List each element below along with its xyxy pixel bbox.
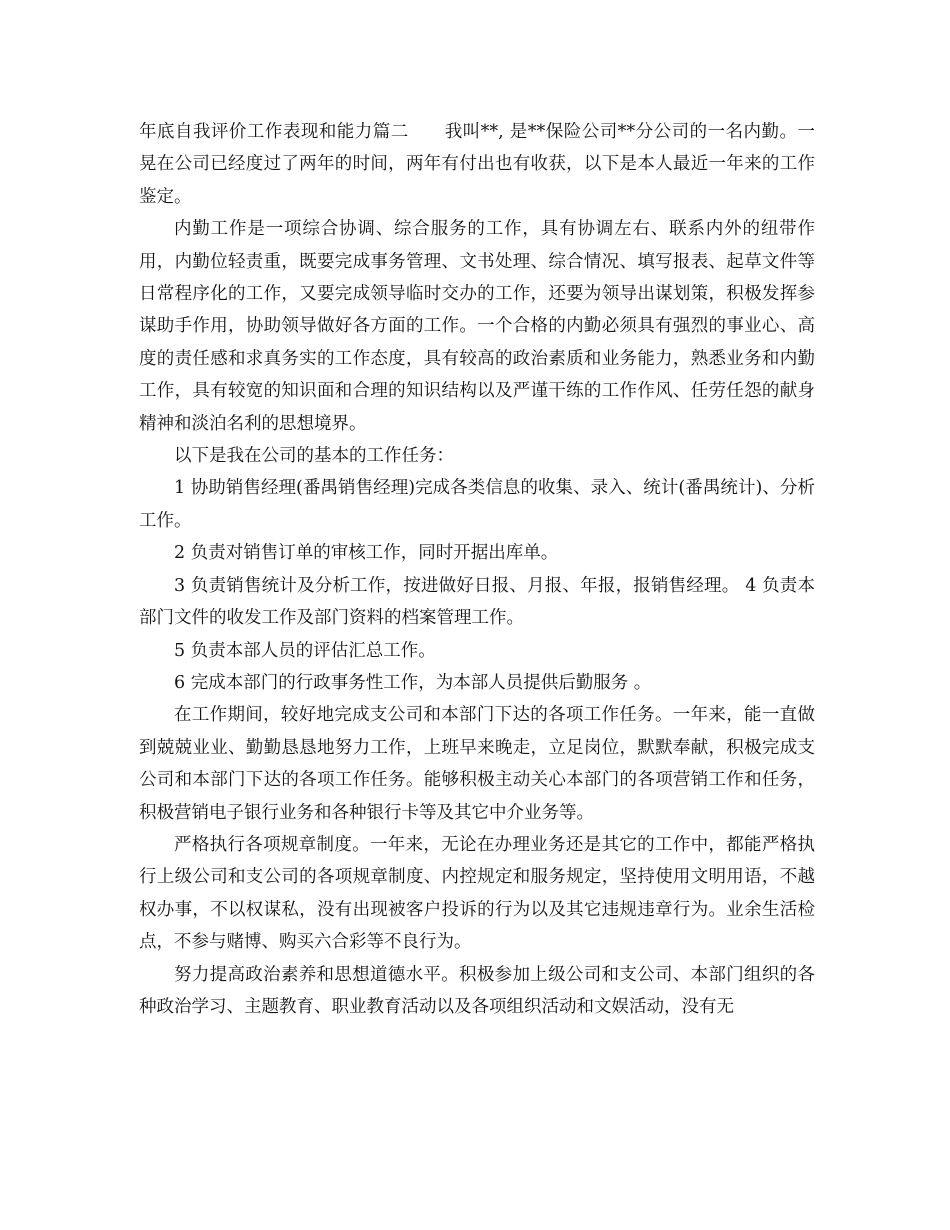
paragraph-task-6: 6 完成本部门的行政事务性工作，为本部人员提供后勤服务 。 (174, 672, 652, 693)
paragraph-role-description: 内勤工作是一项综合协调、综合服务的工作，具有协调左右、联系内外的纽带作用，内勤位轻责重，既要完成事务管理、文书处理、综合情况、填写报表、起草文件等日常程序化的工作，又要完成领导临时交办的工作，还要为领导出谋划策，积极发挥参谋助手作用，协助领导做好各方面的工作。一个合格的内勤必须具有强烈的事业心、高度的责任感和求真务实的工作态度，具有较高的政治素质和业务能力，熟悉业务和内勤工作，具有较宽的知识面和合理的知识结构以及严谨干练的工作作风、任劳任怨的献身精神和淡泊名利的思想境界。 (139, 219, 815, 434)
paragraph-intro: 年底自我评价工作表现和能力篇二 我叫**, 是**保险公司**分公司的一名内勤。一晃在公司已经度过了两年的时间，两年有付出也有收获，以下是本人最近一年来的工作鉴定。 (139, 122, 815, 207)
paragraph-work-performance: 在工作期间，较好地完成支公司和本部门下达的各项工作任务。一年来，能一直做到兢兢业业、勤勤恳恳地努力工作，上班早来晚走，立足岗位，默默奉献，积极完成支公司和本部门下达的各项工作任务。能够积极主动关心本部门的各项营销工作和任务，积极营销电子银行业务和各种银行卡等及其它中介业务等。 (139, 705, 815, 823)
paragraph-task-2: 2 负责对销售订单的审核工作，同时开据出库单。 (174, 543, 559, 564)
paragraph-political-quality: 努力提高政治素养和思想道德水平。积极参加上级公司和支公司、本部门组织的各种政治学习、主题教育、职业教育活动以及各项组织活动和文娱活动，没有无 (139, 964, 815, 1017)
paragraph-task-heading: 以下是我在公司的基本的工作任务： (174, 446, 454, 467)
document-body (139, 116, 815, 1023)
paragraph-task-3-4: 3 负责销售统计及分析工作，按进做好日报、月报、年报，报销售经理。 4 负责本部门文件的收发工作及部门资料的档案管理工作。 (139, 575, 815, 629)
paragraph-task-1: 1 协助销售经理(番禺销售经理)完成各类信息的收集、录入、统计(番禺统计)、分析工作。 (139, 478, 815, 531)
paragraph-rules-compliance: 严格执行各项规章制度。一年来，无论在办理业务还是其它的工作中，都能严格执行上级公司和支公司的各项规章制度、内控规定和服务规定，坚持使用文明用语，不越权办事，不以权谋私，没有出现被客户投诉的行为以及其它违规违章行为。业余生活检点，不参与赌博、购买六合彩等不良行为。 (139, 834, 815, 953)
paragraph-task-5: 5 负责本部人员的评估汇总工作。 (174, 640, 436, 661)
